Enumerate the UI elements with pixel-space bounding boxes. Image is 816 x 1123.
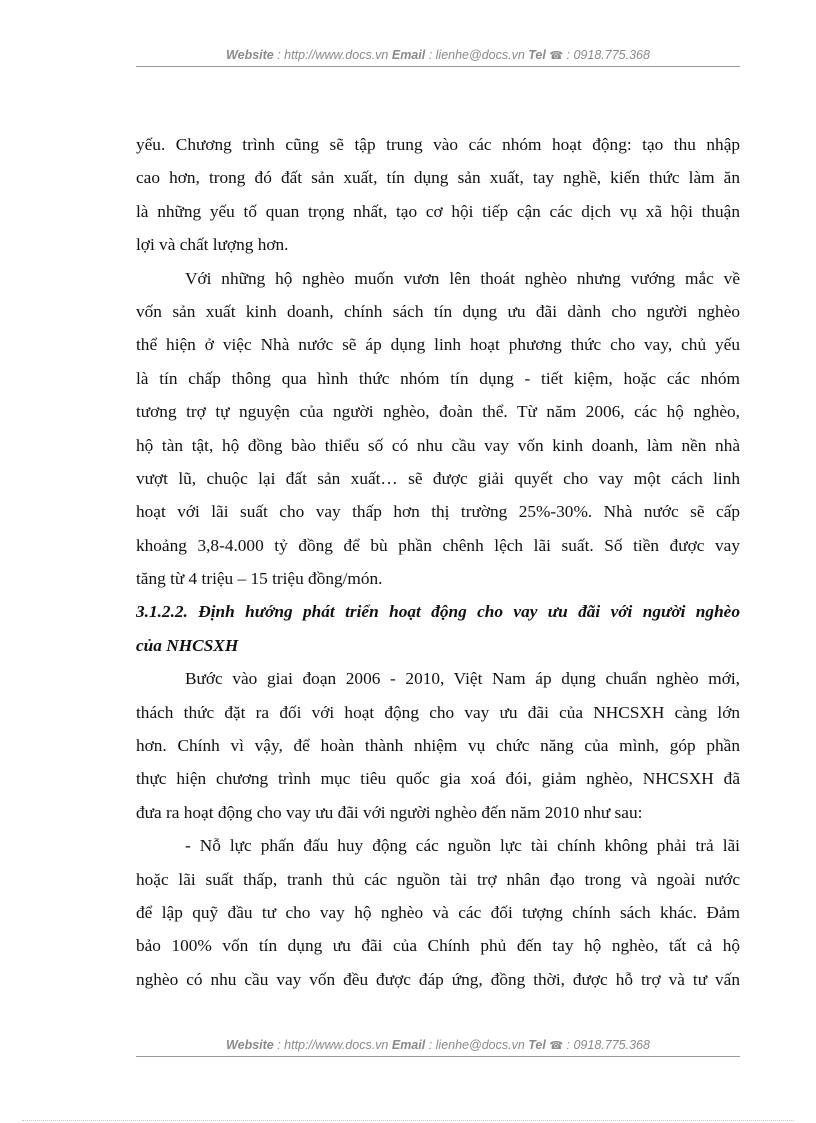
text-line: hơn. Chính vì vậy, để hoàn thành nhiệm vụ chức năng của mình, góp phần: [136, 736, 740, 756]
text-line: Bước vào giai đoạn 2006 - 2010, Việt Nam áp dụng chuẩn nghèo mới,: [185, 669, 740, 689]
footer-tel-value: : 0918.775.368: [563, 1038, 650, 1052]
header-website-label: Website: [226, 48, 274, 62]
footer-website-value: : http://www.docs.vn: [273, 1038, 392, 1052]
phone-icon: ☎: [549, 1040, 564, 1052]
header-tel-label: Tel: [528, 48, 546, 62]
text-line: - Nỗ lực phấn đấu huy động các nguồn lực tài chính không phải trả lãi: [185, 836, 740, 856]
text-line: lợi và chất lượng hơn.: [136, 235, 289, 255]
footer-email-label: Email: [391, 1038, 426, 1052]
text-line: là những yếu tố quan trọng nhất, tạo cơ hội tiếp cận các dịch vụ xã hội thuận: [136, 201, 740, 221]
header-email-value: : lienhe@docs.vn: [425, 48, 529, 62]
footer-tel-label: Tel: [528, 1038, 546, 1052]
header-tel-value: : 0918.775.368: [563, 48, 650, 62]
paragraph-4: [136, 829, 740, 996]
paragraph-3: [136, 662, 740, 829]
page-footer: [136, 1038, 740, 1052]
section-heading: [136, 595, 740, 662]
text-line: hoặc lãi suất thấp, tranh thủ các nguồn tài trợ nhân đạo trong và ngoài nước: [136, 869, 740, 889]
text-line: đưa ra hoạt động cho vay ưu đãi với người nghèo đến năm 2010 như sau:: [136, 802, 643, 822]
heading-line: của NHCSXH: [136, 635, 239, 655]
header-website-value: : http://www.docs.vn: [273, 48, 392, 62]
text-line: tăng từ 4 triệu – 15 triệu đồng/món.: [136, 569, 383, 589]
text-line: thể hiện ở việc Nhà nước sẽ áp dụng linh hoạt phương thức cho vay, chủ yếu: [136, 335, 740, 355]
text-line: nghèo có nhu cầu vay vốn đều được đáp ứng, đồng thời, được hỗ trợ và tư vấn: [136, 969, 740, 989]
header-divider: [136, 66, 740, 67]
text-line: vượt lũ, chuộc lại đất sản xuất… sẽ được giải quyết cho vay một cách linh: [136, 468, 740, 488]
page-body: [136, 128, 740, 996]
page-header: [136, 48, 740, 62]
text-line: thực hiện chương trình mục tiêu quốc gia xoá đói, giảm nghèo, NHCSXH đã: [136, 769, 740, 789]
text-line: là tín chấp thông qua hình thức nhóm tín dụng - tiết kiệm, hoặc các nhóm: [136, 368, 740, 388]
text-line: bảo 100% vốn tín dụng ưu đãi của Chính phủ đến tay hộ nghèo, tất cả hộ: [136, 936, 740, 956]
text-line: cao hơn, trong đó đất sản xuất, tín dụng sản xuất, tay nghề, kiến thức làm ăn: [136, 168, 740, 188]
text-line: khoảng 3,8-4.000 tỷ đồng để bù phần chênh lệch lãi suất. Số tiền được vay: [136, 535, 740, 555]
text-line: Với những hộ nghèo muốn vươn lên thoát nghèo nhưng vướng mắc về: [185, 268, 740, 288]
page-edge: [22, 1120, 794, 1121]
text-line: thách thức đặt ra đối với hoạt động cho vay ưu đãi của NHCSXH càng lớn: [136, 702, 740, 722]
text-line: tương trợ tự nguyện của người nghèo, đoàn thể. Từ năm 2006, các hộ nghèo,: [136, 402, 740, 422]
paragraph-2: [136, 262, 740, 596]
footer-email-value: : lienhe@docs.vn: [425, 1038, 529, 1052]
heading-line: 3.1.2.2. Định hướng phát triển hoạt động cho vay ưu đãi với người nghèo: [136, 602, 740, 622]
text-line: để lập quỹ đầu tư cho vay hộ nghèo và các đối tượng chính sách khác. Đảm: [136, 902, 740, 922]
footer-divider: [136, 1056, 740, 1057]
paragraph-1: [136, 128, 740, 262]
footer-website-label: Website: [226, 1038, 274, 1052]
text-line: hoạt với lãi suất cho vay thấp hơn thị trường 25%-30%. Nhà nước sẽ cấp: [136, 502, 740, 522]
text-line: yếu. Chương trình cũng sẽ tập trung vào các nhóm hoạt động: tạo thu nhập: [136, 135, 740, 154]
phone-icon: ☎: [549, 50, 564, 62]
text-line: vốn sản xuất kinh doanh, chính sách tín dụng ưu đãi dành cho người nghèo: [136, 301, 740, 321]
text-line: hộ tàn tật, hộ đồng bào thiểu số có nhu cầu vay vốn kinh doanh, làm nền nhà: [136, 435, 740, 455]
header-email-label: Email: [391, 48, 426, 62]
